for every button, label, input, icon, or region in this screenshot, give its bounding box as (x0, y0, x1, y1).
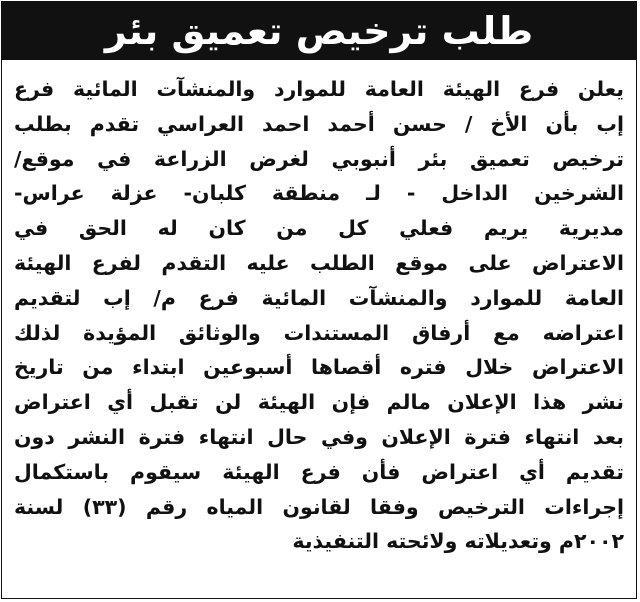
notice-title: طلب ترخيص تعميق بئر (104, 9, 534, 53)
notice-line: يعلن فرع الهيئة العامة للموارد والمنشآت المائية فرع (14, 77, 624, 101)
notice-line: إجراءات الترخيص وفقا لقانون المياه رقم (٣٣) لسنة (14, 494, 624, 519)
notice-body (14, 72, 624, 559)
notice-line: تقديم أي اعتراض فأن فرع الهيئة سيقوم باستكمال (14, 459, 624, 484)
notice-line-last: ٢٠٠٢م وتعديلاته ولائحته التنفيذية (292, 529, 624, 554)
notice-line: بعد انتهاء فترة الإعلان وفي حال انتهاء فترة النشر دون (14, 424, 624, 449)
notice-frame (1, 1, 637, 599)
notice-line: الاعتراض على موقع الطلب عليه التقدم لفرع الهيئة (14, 250, 624, 275)
notice-line: إب بأن الأخ / حسن أحمد احمد العراسي تقدم بطلب (14, 111, 624, 136)
notice-line: الشرخين الداخل - لـ منطقة كلبان- عزلة عراس- (14, 181, 624, 206)
notice-line: مديرية يريم فعلي كل من كان له الحق في (14, 216, 624, 241)
notice-line: العامة للموارد والمنشآت المائية فرع م/ إب لتقديم (14, 285, 624, 310)
notice-header (2, 2, 636, 60)
notice-line: ترخيص تعميق بئر أنبوبي لغرض الزراعة في موقع/ (14, 146, 624, 171)
notice-line: نشر هذا الإعلان مالم فإن الهيئة لن تقبل أي اعتراض (14, 390, 624, 415)
notice-line: اعتراضه مع أرفاق المستندات والوثائق المؤيدة لذلك (14, 320, 624, 345)
notice-line: الاعتراض خلال فتره أقصاها أسبوعين ابتداء من تاريخ (14, 355, 624, 380)
